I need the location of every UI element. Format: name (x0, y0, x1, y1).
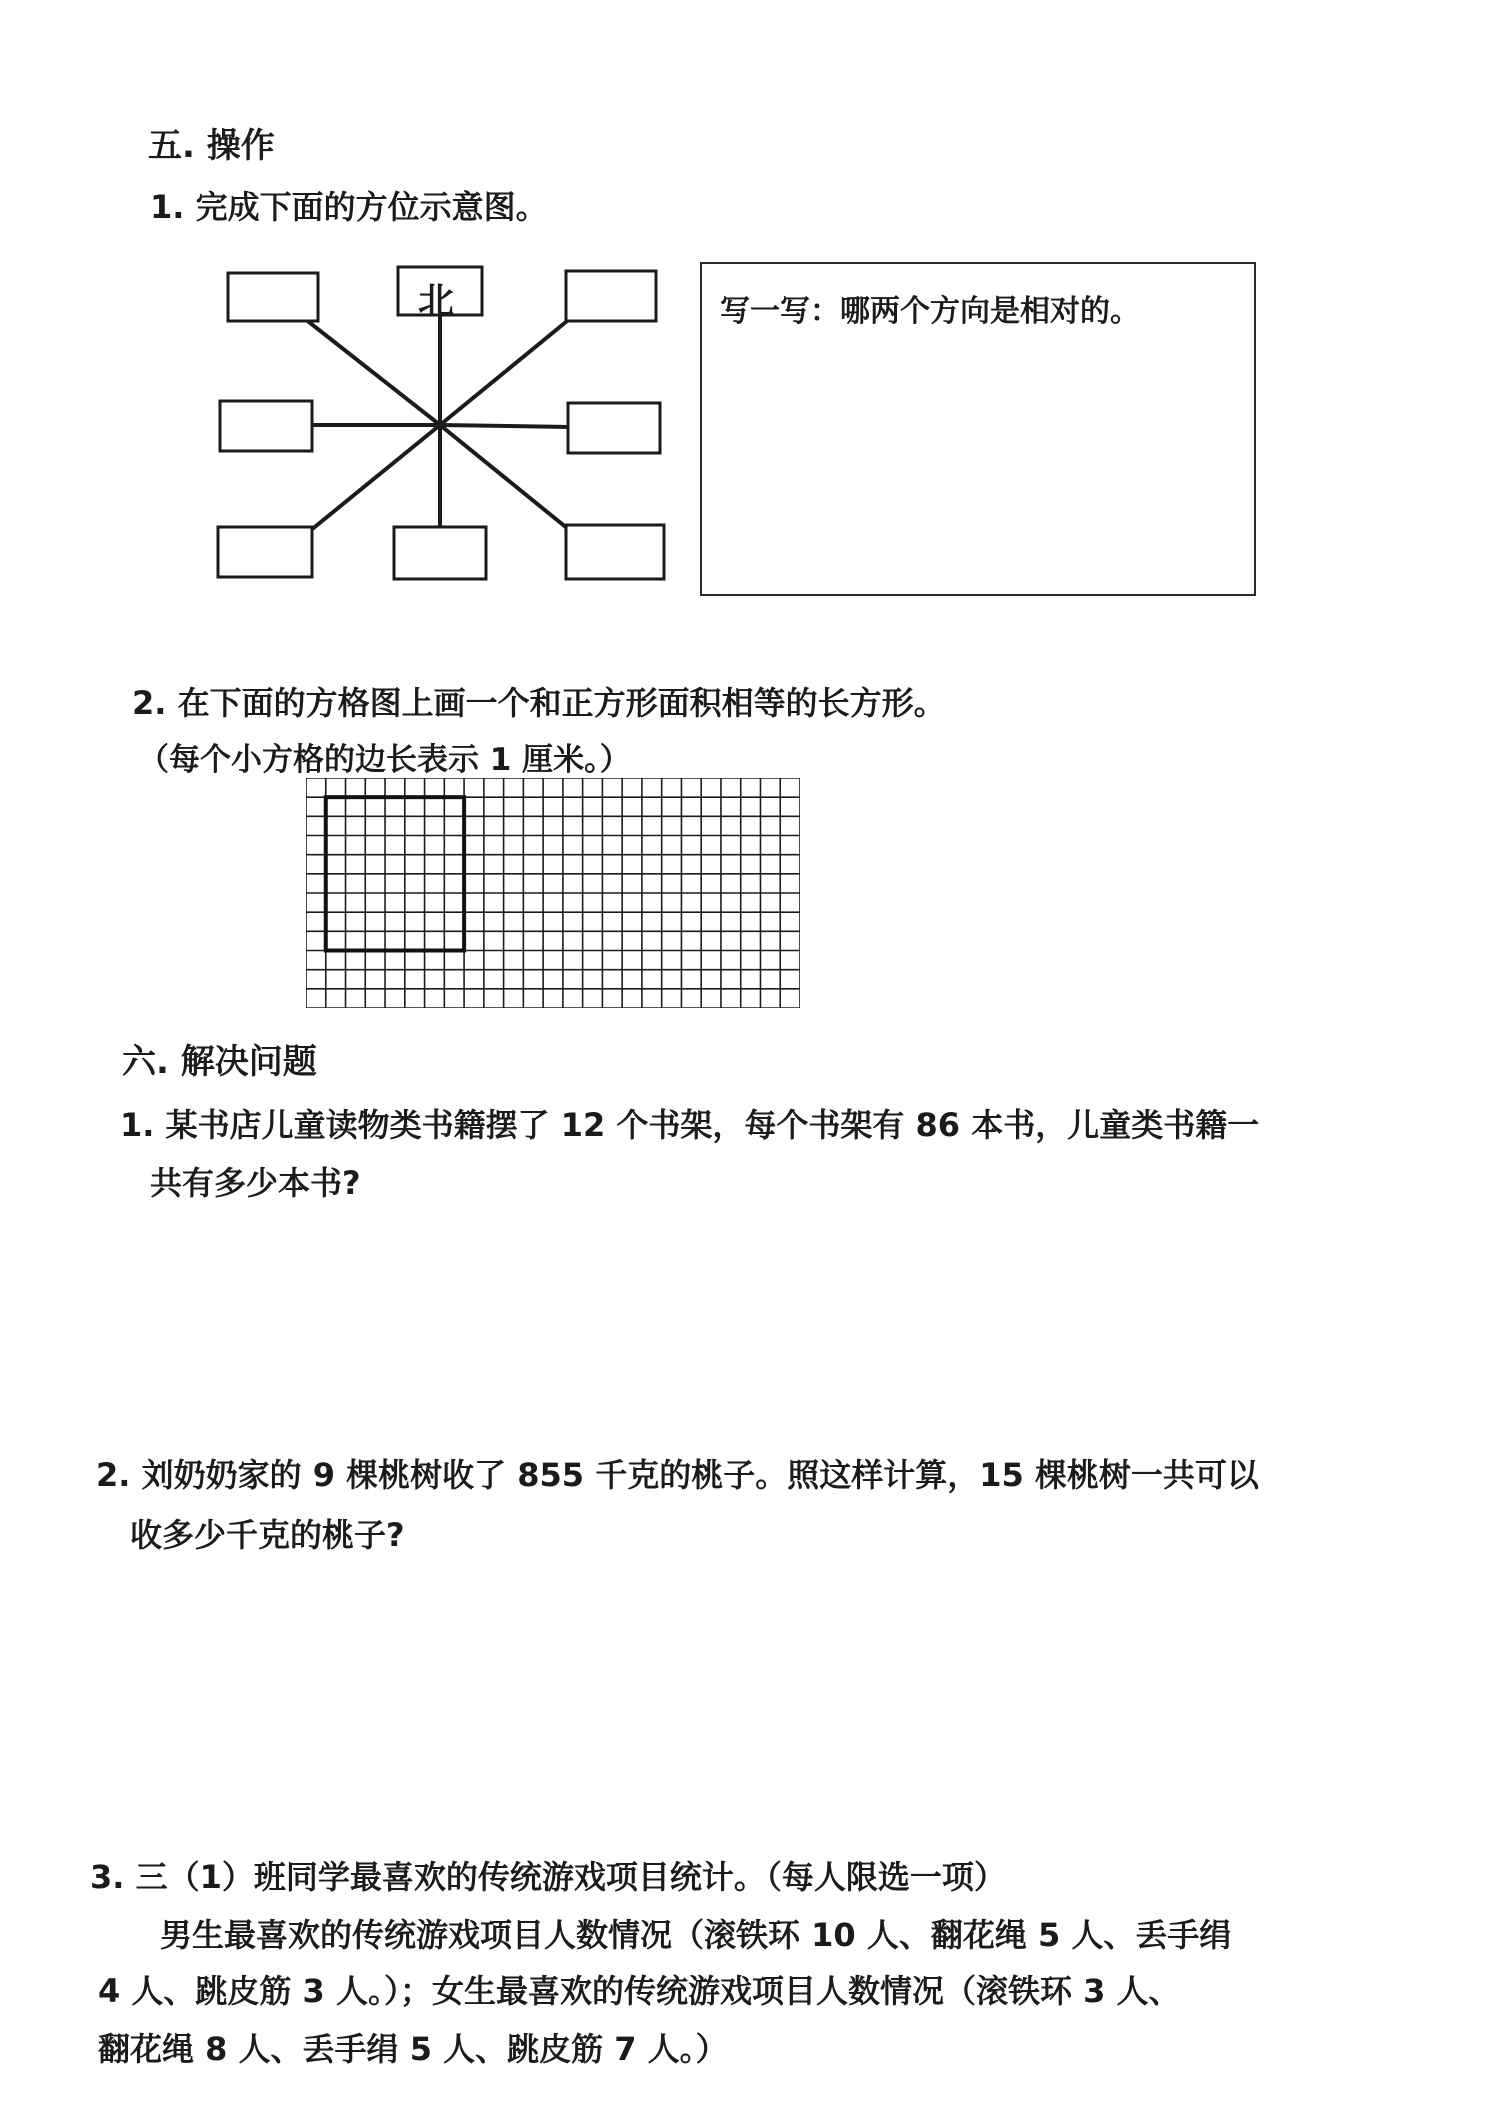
southeast-line (440, 425, 578, 537)
east-line (440, 425, 570, 427)
square-grid[interactable] (306, 778, 800, 1008)
section-5-title: 五. 操作 (148, 126, 275, 166)
question-6-2-line2: 收多少千克的桃子? (130, 1516, 405, 1554)
northeast-line (440, 317, 572, 425)
question-5-2: 2. 在下面的方格图上画一个和正方形面积相等的长方形。 (132, 684, 946, 722)
question-6-3-line4: 翻花绳 8 人、丢手绢 5 人、跳皮筋 7 人。） (98, 2030, 728, 2068)
north-label: 北 (418, 281, 455, 322)
southwest-line (300, 425, 440, 539)
direction-box-northeast (566, 271, 656, 321)
direction-box-southeast (566, 525, 664, 579)
direction-box-northwest (228, 273, 318, 321)
question-6-1-line1: 1. 某书店儿童读物类书籍摆了 12 个书架，每个书架有 86 本书，儿童类书籍一 (120, 1106, 1260, 1144)
question-6-3-line2: 男生最喜欢的传统游戏项目人数情况（滚铁环 10 人、翻花绳 5 人、丢手绢 (160, 1916, 1232, 1954)
direction-box-east (568, 403, 660, 453)
question-5-2-note: （每个小方格的边长表示 1 厘米。） (138, 742, 631, 778)
write-prompt: 写一写：哪两个方向是相对的。 (720, 294, 1140, 329)
direction-box-west (220, 401, 312, 451)
direction-box-southwest (218, 527, 312, 577)
question-6-3-line3: 4 人、跳皮筋 3 人。）；女生最喜欢的传统游戏项目人数情况（滚铁环 3 人、 (98, 1972, 1181, 2010)
question-6-1-line2: 共有多少本书? (150, 1164, 361, 1202)
question-5-1: 1. 完成下面的方位示意图。 (150, 188, 548, 226)
section-6-title: 六. 解决问题 (122, 1042, 317, 1082)
direction-box-south (394, 527, 486, 579)
question-6-3-line1: 3. 三（1）班同学最喜欢的传统游戏项目统计。（每人限选一项） (90, 1858, 1006, 1896)
northwest-line (300, 315, 440, 425)
write-box[interactable] (700, 262, 1256, 596)
question-6-2-line1: 2. 刘奶奶家的 9 棵桃树收了 855 千克的桃子。照这样计算，15 棵桃树一共可以 (96, 1456, 1259, 1494)
